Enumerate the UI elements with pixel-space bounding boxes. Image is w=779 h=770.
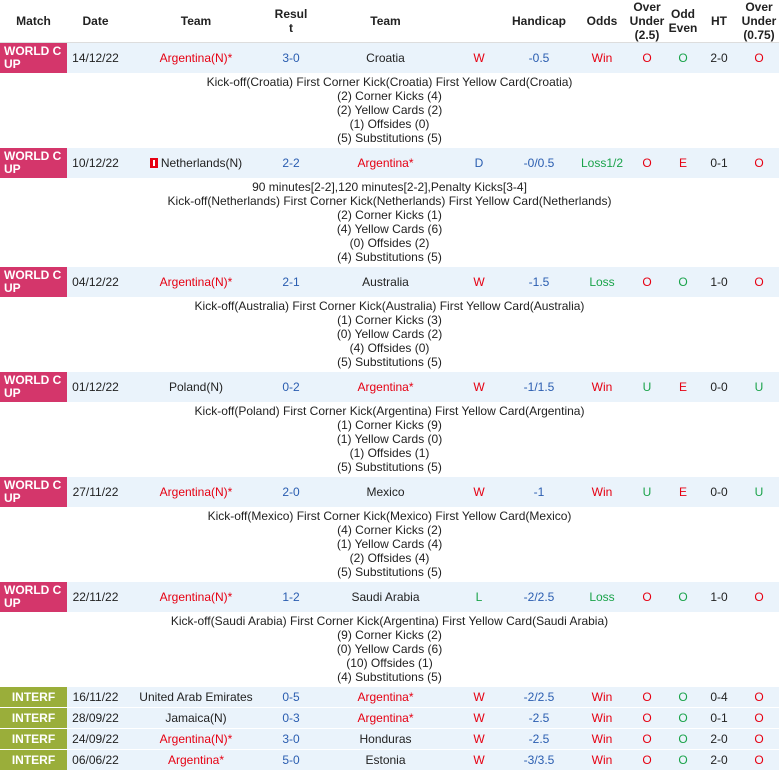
over-under-25: O: [627, 582, 667, 613]
away-team[interactable]: Argentina*: [314, 372, 457, 403]
handicap-value: -3/3.5: [501, 750, 577, 770]
detail-line: (4) Yellow Cards (6): [0, 222, 779, 236]
over-under-075: O: [739, 729, 779, 750]
detail-line: Kick-off(Mexico) First Corner Kick(Mexico) First Yellow Card(Mexico): [0, 509, 779, 523]
header-handicap: Handicap: [501, 0, 577, 43]
result-letter: W: [457, 750, 501, 770]
home-team-name: Argentina(N)*: [160, 485, 233, 499]
match-score[interactable]: 0-3: [268, 708, 314, 729]
match-details: [0, 507, 779, 582]
result-letter: W: [457, 729, 501, 750]
match-row[interactable]: [0, 750, 779, 770]
home-team-name: Argentina(N)*: [160, 732, 233, 746]
match-score[interactable]: 0-2: [268, 372, 314, 403]
half-time-score: 0-4: [699, 687, 739, 708]
match-score[interactable]: 0-5: [268, 687, 314, 708]
result-letter: W: [457, 687, 501, 708]
half-time-score: 1-0: [699, 582, 739, 613]
odd-even: O: [667, 750, 699, 770]
detail-line: (5) Substitutions (5): [0, 565, 779, 579]
home-team[interactable]: [124, 267, 268, 298]
home-team[interactable]: [124, 708, 268, 729]
header-result-letter: [457, 0, 501, 43]
result-letter: D: [457, 148, 501, 179]
match-score[interactable]: 5-0: [268, 750, 314, 770]
match-date: 27/11/22: [67, 477, 124, 508]
home-team[interactable]: [124, 729, 268, 750]
home-team[interactable]: [124, 372, 268, 403]
league-badge[interactable]: [0, 729, 67, 750]
over-under-25: U: [627, 372, 667, 403]
over-under-25: O: [627, 750, 667, 770]
detail-line: (1) Corner Kicks (3): [0, 313, 779, 327]
detail-line: (0) Yellow Cards (6): [0, 642, 779, 656]
header-date: Date: [67, 0, 124, 43]
match-date: 01/12/22: [67, 372, 124, 403]
result-letter: W: [457, 372, 501, 403]
over-under-25: O: [627, 148, 667, 179]
home-team-name: Argentina(N)*: [160, 51, 233, 65]
half-time-score: 0-1: [699, 708, 739, 729]
match-date: 04/12/22: [67, 267, 124, 298]
detail-line: (1) Offsides (0): [0, 117, 779, 131]
home-team-name: Argentina*: [168, 753, 224, 767]
league-badge[interactable]: [0, 687, 67, 708]
detail-line: (5) Substitutions (5): [0, 355, 779, 369]
odd-even: O: [667, 43, 699, 74]
header-ht: HT: [699, 0, 739, 43]
away-team[interactable]: Australia: [314, 267, 457, 298]
away-team[interactable]: Croatia: [314, 43, 457, 74]
league-badge[interactable]: [0, 148, 67, 179]
match-date: 28/09/22: [67, 708, 124, 729]
detail-line: (4) Substitutions (5): [0, 670, 779, 684]
league-label: INTERF: [12, 711, 55, 725]
match-score[interactable]: 3-0: [268, 729, 314, 750]
match-details-row: [0, 402, 779, 477]
away-team[interactable]: Mexico: [314, 477, 457, 508]
league-label: UP: [4, 281, 21, 295]
result-letter: W: [457, 477, 501, 508]
match-date: 24/09/22: [67, 729, 124, 750]
match-details-row: [0, 612, 779, 687]
match-score[interactable]: 2-1: [268, 267, 314, 298]
league-label: INTERF: [12, 753, 55, 767]
handicap-value: -1: [501, 477, 577, 508]
detail-line: 90 minutes[2-2],120 minutes[2-2],Penalty Kicks[3-4]: [0, 180, 779, 194]
half-time-score: 0-0: [699, 372, 739, 403]
over-under-075: O: [739, 582, 779, 613]
half-time-score: 2-0: [699, 729, 739, 750]
home-team[interactable]: [124, 477, 268, 508]
handicap-value: -2.5: [501, 708, 577, 729]
header-odd-even: Odd Even: [667, 0, 699, 43]
detail-line: Kick-off(Australia) First Corner Kick(Australia) First Yellow Card(Australia): [0, 299, 779, 313]
league-label: WORLD C: [4, 373, 61, 387]
header-result: Resul t: [268, 0, 314, 43]
detail-line: Kick-off(Poland) First Corner Kick(Argentina) First Yellow Card(Argentina): [0, 404, 779, 418]
match-date: 10/12/22: [67, 148, 124, 179]
match-details: [0, 73, 779, 148]
league-label: UP: [4, 596, 21, 610]
detail-line: (1) Offsides (1): [0, 446, 779, 460]
odd-even: O: [667, 582, 699, 613]
odd-even: E: [667, 477, 699, 508]
league-badge[interactable]: [0, 582, 67, 613]
league-label: INTERF: [12, 690, 55, 704]
odds-result: Loss1/2: [577, 148, 627, 179]
odds-result: Win: [577, 43, 627, 74]
odds-result: Win: [577, 729, 627, 750]
detail-line: (4) Offsides (0): [0, 341, 779, 355]
odd-even: O: [667, 708, 699, 729]
match-row[interactable]: [0, 687, 779, 708]
odds-result: Win: [577, 750, 627, 770]
match-row[interactable]: [0, 372, 779, 403]
match-score[interactable]: 1-2: [268, 582, 314, 613]
odds-result: Loss: [577, 267, 627, 298]
handicap-value: -2.5: [501, 729, 577, 750]
odds-result: Win: [577, 372, 627, 403]
over-under-25: U: [627, 477, 667, 508]
odds-result: Loss: [577, 582, 627, 613]
detail-line: (2) Corner Kicks (4): [0, 89, 779, 103]
detail-line: (1) Yellow Cards (0): [0, 432, 779, 446]
league-label: WORLD C: [4, 583, 61, 597]
match-score[interactable]: 2-2: [268, 148, 314, 179]
detail-line: Kick-off(Saudi Arabia) First Corner Kick(Argentina) First Yellow Card(Saudi Arabia): [0, 614, 779, 628]
odds-result: Win: [577, 687, 627, 708]
match-details-row: [0, 73, 779, 148]
over-under-075: O: [739, 148, 779, 179]
detail-line: (2) Offsides (4): [0, 551, 779, 565]
match-row[interactable]: [0, 43, 779, 74]
league-label: WORLD C: [4, 149, 61, 163]
half-time-score: 0-1: [699, 148, 739, 179]
match-date: 06/06/22: [67, 750, 124, 770]
away-team[interactable]: Argentina*: [314, 708, 457, 729]
league-label: UP: [4, 57, 21, 71]
league-badge[interactable]: [0, 708, 67, 729]
home-team[interactable]: [124, 687, 268, 708]
half-time-score: 1-0: [699, 267, 739, 298]
league-label: INTERF: [12, 732, 55, 746]
over-under-25: O: [627, 708, 667, 729]
odds-result: Win: [577, 477, 627, 508]
home-team-name: Argentina(N)*: [160, 590, 233, 604]
header-row: [0, 0, 779, 43]
handicap-value: -0/0.5: [501, 148, 577, 179]
over-under-25: O: [627, 267, 667, 298]
result-letter: W: [457, 43, 501, 74]
odd-even: O: [667, 687, 699, 708]
header-odds: Odds: [577, 0, 627, 43]
home-team[interactable]: [124, 582, 268, 613]
home-team[interactable]: [124, 750, 268, 770]
header-away-team: Team: [314, 0, 457, 43]
match-row[interactable]: [0, 267, 779, 298]
league-label: WORLD C: [4, 268, 61, 282]
odd-even: E: [667, 372, 699, 403]
odd-even: O: [667, 729, 699, 750]
detail-line: (2) Yellow Cards (2): [0, 103, 779, 117]
handicap-value: -2/2.5: [501, 687, 577, 708]
match-score[interactable]: 2-0: [268, 477, 314, 508]
over-under-075: O: [739, 267, 779, 298]
half-time-score: 0-0: [699, 477, 739, 508]
league-badge[interactable]: [0, 750, 67, 770]
match-details: [0, 612, 779, 687]
result-letter: W: [457, 708, 501, 729]
odd-even: E: [667, 148, 699, 179]
match-score[interactable]: 3-0: [268, 43, 314, 74]
match-date: 22/11/22: [67, 582, 124, 613]
result-letter: L: [457, 582, 501, 613]
over-under-25: O: [627, 687, 667, 708]
away-team[interactable]: Estonia: [314, 750, 457, 770]
detail-line: Kick-off(Netherlands) First Corner Kick(Netherlands) First Yellow Card(Netherlands): [0, 194, 779, 208]
detail-line: (1) Yellow Cards (4): [0, 537, 779, 551]
away-team[interactable]: Argentina*: [314, 148, 457, 179]
home-team-name: Poland(N): [169, 380, 223, 394]
match-details: [0, 402, 779, 477]
over-under-25: O: [627, 43, 667, 74]
odds-result: Win: [577, 708, 627, 729]
detail-line: (9) Corner Kicks (2): [0, 628, 779, 642]
away-team[interactable]: Saudi Arabia: [314, 582, 457, 613]
handicap-value: -0.5: [501, 43, 577, 74]
match-details-row: [0, 178, 779, 267]
detail-line: (0) Yellow Cards (2): [0, 327, 779, 341]
header-over-under-25: Over Under (2.5): [627, 0, 667, 43]
match-details-row: [0, 507, 779, 582]
league-badge[interactable]: [0, 43, 67, 74]
league-label: WORLD C: [4, 478, 61, 492]
match-row[interactable]: [0, 708, 779, 729]
handicap-value: -2/2.5: [501, 582, 577, 613]
home-team-name: Argentina(N)*: [160, 275, 233, 289]
detail-line: (0) Offsides (2): [0, 236, 779, 250]
header-over-under-075: Over Under (0.75): [739, 0, 779, 43]
header-match: Match: [0, 0, 67, 43]
odd-even: O: [667, 267, 699, 298]
half-time-score: 2-0: [699, 750, 739, 770]
over-under-075: O: [739, 708, 779, 729]
league-label: UP: [4, 491, 21, 505]
match-row[interactable]: [0, 582, 779, 613]
match-details: [0, 297, 779, 372]
detail-line: (5) Substitutions (5): [0, 460, 779, 474]
detail-line: (10) Offsides (1): [0, 656, 779, 670]
over-under-075: O: [739, 43, 779, 74]
match-row[interactable]: [0, 477, 779, 508]
league-label: UP: [4, 386, 21, 400]
match-row[interactable]: [0, 148, 779, 179]
result-letter: W: [457, 267, 501, 298]
league-badge[interactable]: [0, 267, 67, 298]
league-badge[interactable]: [0, 477, 67, 508]
handicap-value: -1/1.5: [501, 372, 577, 403]
home-team-name: Jamaica(N): [165, 711, 226, 725]
home-team[interactable]: [124, 148, 268, 179]
home-team[interactable]: [124, 43, 268, 74]
match-date: 14/12/22: [67, 43, 124, 74]
detail-line: (1) Corner Kicks (9): [0, 418, 779, 432]
over-under-075: O: [739, 687, 779, 708]
match-details: [0, 178, 779, 267]
match-date: 16/11/22: [67, 687, 124, 708]
league-label: UP: [4, 162, 21, 176]
away-team[interactable]: Honduras: [314, 729, 457, 750]
detail-line: Kick-off(Croatia) First Corner Kick(Croatia) First Yellow Card(Croatia): [0, 75, 779, 89]
red-card-icon: [150, 158, 158, 168]
detail-line: (4) Substitutions (5): [0, 250, 779, 264]
over-under-25: O: [627, 729, 667, 750]
home-team-name: United Arab Emirates: [139, 690, 252, 704]
away-team[interactable]: Argentina*: [314, 687, 457, 708]
league-badge[interactable]: [0, 372, 67, 403]
over-under-075: U: [739, 477, 779, 508]
handicap-value: -1.5: [501, 267, 577, 298]
header-home-team: Team: [124, 0, 268, 43]
detail-line: (4) Corner Kicks (2): [0, 523, 779, 537]
match-details-row: [0, 297, 779, 372]
over-under-075: O: [739, 750, 779, 770]
over-under-075: U: [739, 372, 779, 403]
match-row[interactable]: [0, 729, 779, 750]
half-time-score: 2-0: [699, 43, 739, 74]
league-label: WORLD C: [4, 44, 61, 58]
detail-line: (2) Corner Kicks (1): [0, 208, 779, 222]
home-team-name: Netherlands(N): [161, 156, 242, 170]
detail-line: (5) Substitutions (5): [0, 131, 779, 145]
